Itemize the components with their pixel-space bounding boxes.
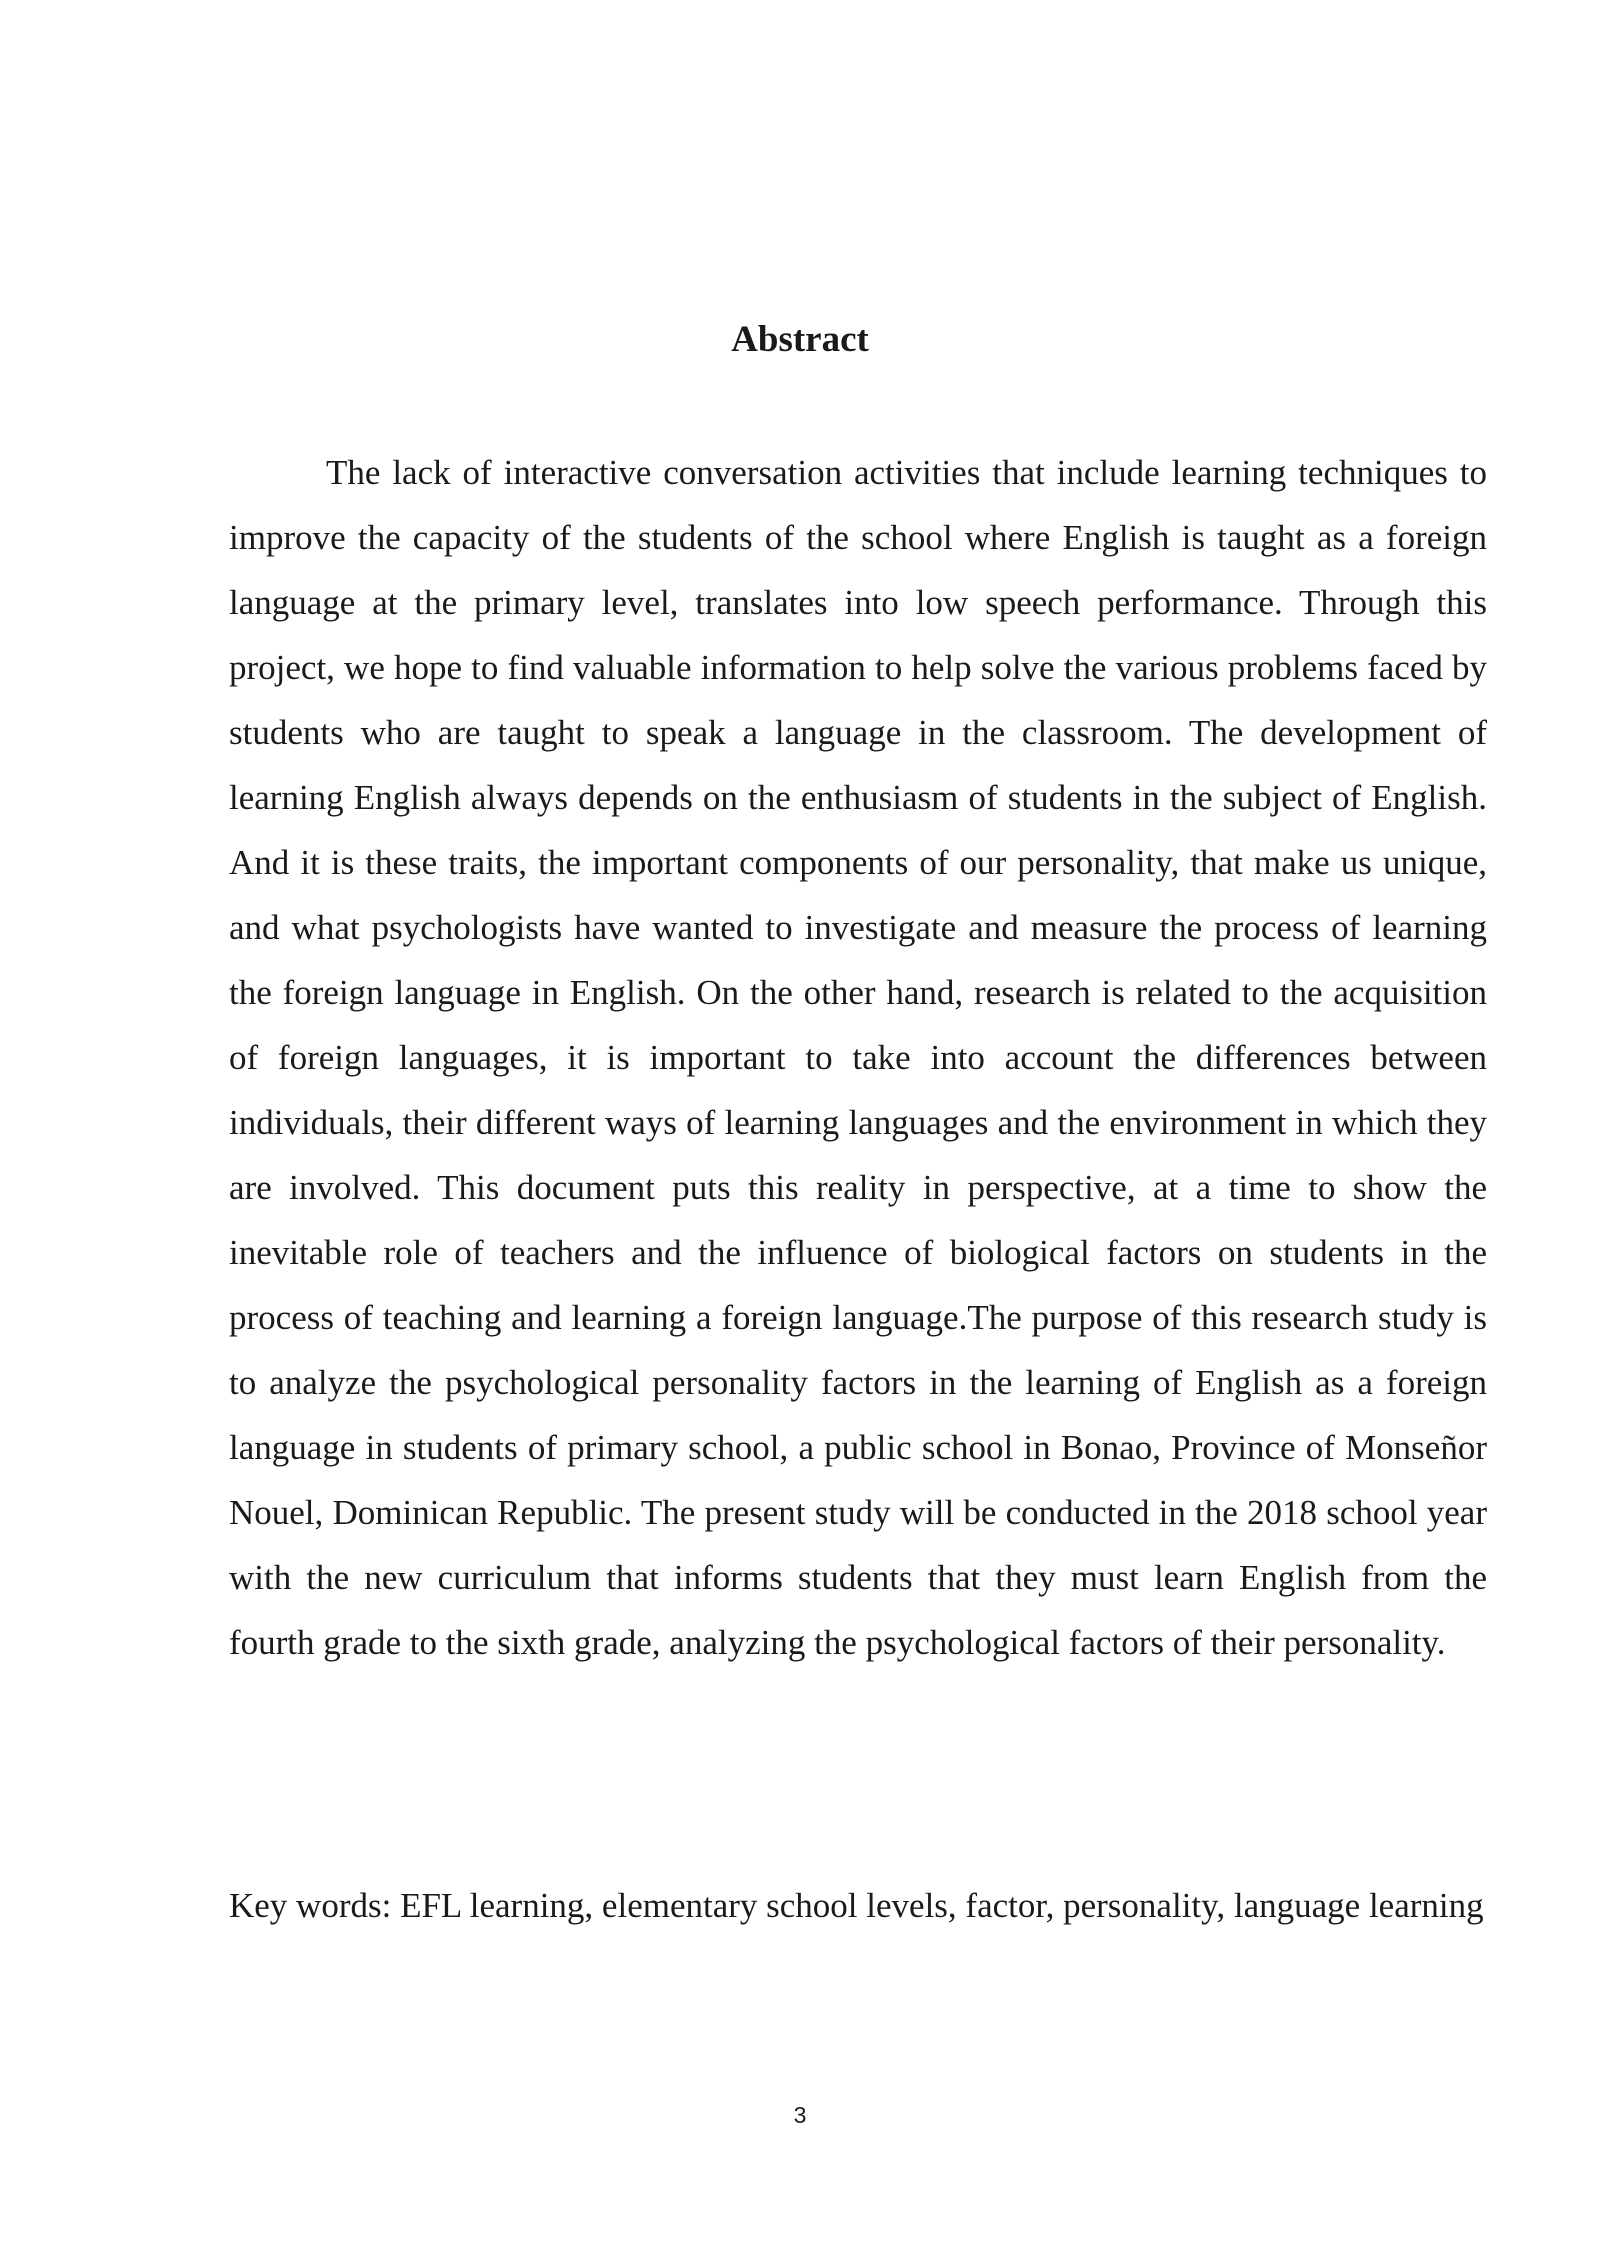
keywords-paragraph: Key words: EFL learning, elementary school levels, factor, personality, language learning xyxy=(229,1886,1484,1925)
abstract-heading: Abstract xyxy=(731,319,869,360)
abstract-paragraph: The lack of interactive conversation activities that include learning techniques to improve the capacity of the students of the school where English is taught as a foreign language at the primary level, translates into low speech performance. Through this project, we hope to find valuable information to help solve the various problems faced by students who are taught to speak a language in the classroom. The development of learning English always depends on the enthusiasm of students in the subject of English. And it is these traits, the important components of our personality, that make us unique, and what psychologists have wanted to investigate and measure the process of learning the foreign language in English. On the other hand, research is related to the acquisition of foreign languages, it is important to take into account the differences between individuals, their different ways of learning languages and the environment in which they are involved. This document puts this reality in perspective, at a time to show the inevitable role of teachers and the influence of biological factors on students in the process of teaching and learning a foreign language.The purpose of this research study is to analyze the psychological personality factors in the learning of English as a foreign language in students of primary school, a public school in Bonao, Province of Monseñor Nouel, Dominican Republic. The present study will be conducted in the 2018 school year with the new curriculum that informs students that they must learn English from the fourth grade to the sixth grade, analyzing the psychological factors of their personality. xyxy=(229,453,1487,1662)
page-number: 3 xyxy=(793,2102,807,2128)
